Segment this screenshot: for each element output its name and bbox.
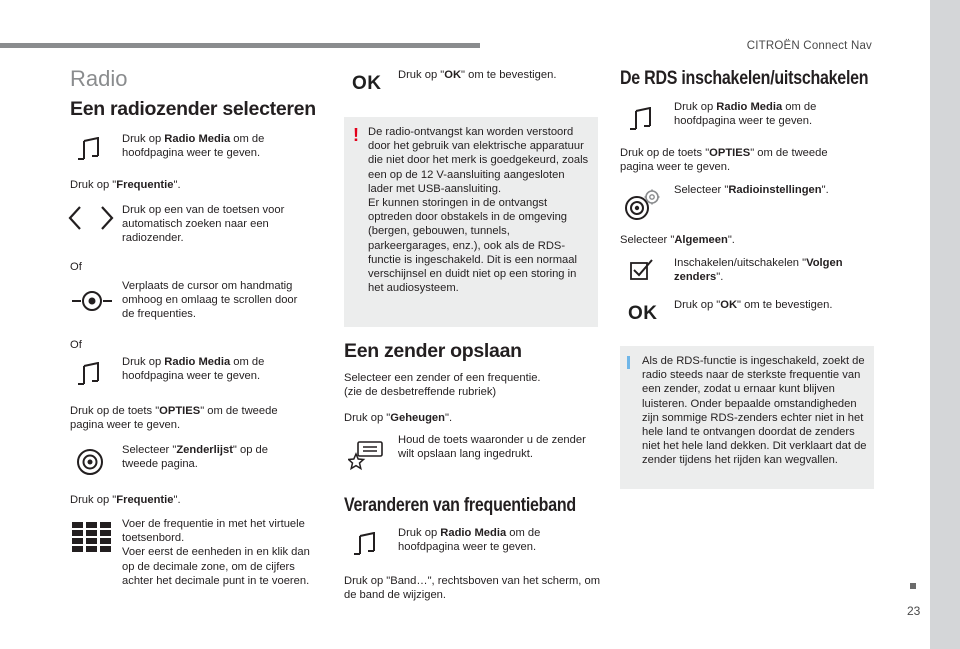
section-title: Radio bbox=[70, 66, 128, 91]
page-side-band bbox=[930, 0, 960, 649]
para-rds-press-options: Druk op de toets "OPTIES" om de tweede pagina weer te geven. bbox=[620, 147, 828, 174]
step-virtual-keyboard: Voer de frequentie in met het virtuele toetsenbord. Voer eerst de eenheden in en klik dan op de decimale zone, om de cijfers achter het decimale punt in te voeren. bbox=[122, 518, 310, 587]
step-rds-confirm-ok: Druk op "OK" om te bevestigen. bbox=[674, 299, 833, 311]
warning-note bbox=[344, 117, 598, 327]
checkbox-icon bbox=[630, 258, 654, 280]
music-note-icon bbox=[76, 362, 102, 388]
ok-button-icon: OK bbox=[352, 73, 382, 94]
info-note bbox=[620, 346, 874, 489]
step-radio-media-3: Druk op Radio Media om de hoofdpagina weer te geven. bbox=[398, 527, 541, 554]
star-save-icon bbox=[348, 440, 384, 472]
heading-rds: De RDS inschakelen/uitschakelen bbox=[620, 67, 869, 89]
cursor-dial-icon bbox=[72, 286, 112, 316]
warning-text: De radio-ontvangst kan worden verstoord door het gebruik van elektrische apparatuur die niet door het merk is goedgekeurd, zoals een op de 12 V-aansluiting aangesloten lader met USB-aansluiting. Er kunnen storingen in de ontvangst optreden door obstakels in de omgeving (bergen, gebouwen, tunnels, parkeergarages, enz.), ook als de RDS-functie is ingeschakeld. Dit is een normaal verschijnsel en duidt niet op een storing in het audiosysteem. bbox=[368, 126, 589, 295]
brand-label: CITROËN Connect Nav bbox=[746, 40, 872, 52]
continue-marker bbox=[910, 583, 916, 589]
or-label-1: Of bbox=[70, 261, 82, 273]
or-label-2: Of bbox=[70, 339, 82, 351]
step-manual-scroll: Verplaats de cursor om handmatig omhoog en omlaag te scrollen door de frequenties. bbox=[122, 280, 298, 321]
music-note-icon bbox=[352, 532, 378, 558]
step-radio-settings: Selecteer "Radioinstellingen". bbox=[674, 184, 829, 196]
page-number: 23 bbox=[907, 604, 921, 618]
keypad-icon bbox=[72, 522, 112, 552]
para-press-memory: Druk op "Geheugen". bbox=[344, 412, 453, 424]
step-hold-key: Houd de toets waaronder u de zender wilt opslaan lang ingedrukt. bbox=[398, 434, 586, 461]
ok-button-icon: OK bbox=[628, 303, 658, 324]
step-station-list: Selecteer "Zenderlijst" op de tweede pagina. bbox=[122, 444, 268, 471]
para-press-options: Druk op de toets "OPTIES" om de tweede pagina weer te geven. bbox=[70, 405, 278, 432]
heading-change-band: Veranderen van frequentieband bbox=[344, 494, 576, 516]
radio-station-icon bbox=[76, 448, 104, 476]
heading-save-station: Een zender opslaan bbox=[344, 340, 522, 362]
warning-icon: ! bbox=[353, 125, 359, 145]
heading-select-station: Een radiozender selecteren bbox=[70, 98, 316, 120]
para-press-frequency-2: Druk op "Frequentie". bbox=[70, 494, 181, 506]
step-radio-media: Druk op Radio Media om de hoofdpagina weer te geven. bbox=[122, 133, 265, 160]
para-press-frequency: Druk op "Frequentie". bbox=[70, 179, 181, 191]
para-select-station: Selecteer een zender of een frequentie. (zie de desbetreffende rubriek) bbox=[344, 372, 541, 399]
info-text: Als de RDS-functie is ingeschakeld, zoekt de radio steeds naar de sterkste frequentie van een zender, zodat u ernaar kunt blijven luisteren. Onder bepaalde omstandigheden zijn sommige RDS-zenders echter niet in het hele land te ontvangen doordat de zenders niet het hele land dekken. Dit verklaart dat de zender tijdens het rijden kan wegvallen. bbox=[642, 355, 867, 467]
music-note-icon bbox=[76, 137, 102, 163]
header-rule bbox=[0, 43, 480, 48]
step-radio-media-2: Druk op Radio Media om de hoofdpagina weer te geven. bbox=[122, 356, 265, 383]
music-note-icon bbox=[628, 107, 654, 133]
step-follow-stations: Inschakelen/uitschakelen "Volgen zenders". bbox=[674, 257, 843, 284]
para-select-general: Selecteer "Algemeen". bbox=[620, 234, 735, 246]
info-icon bbox=[627, 356, 630, 369]
step-confirm-ok: Druk op "OK" om te bevestigen. bbox=[398, 69, 557, 81]
step-auto-search: Druk op een van de toetsen voor automatisch zoeken naar een radiozender. bbox=[122, 204, 285, 245]
step-rds-radio-media: Druk op Radio Media om de hoofdpagina weer te geven. bbox=[674, 101, 817, 128]
chevron-left-right-icon bbox=[68, 204, 114, 232]
radio-settings-icon bbox=[624, 188, 662, 222]
para-press-band: Druk op "Band…", rechtsboven van het scherm, om de band de wijzigen. bbox=[344, 575, 601, 602]
